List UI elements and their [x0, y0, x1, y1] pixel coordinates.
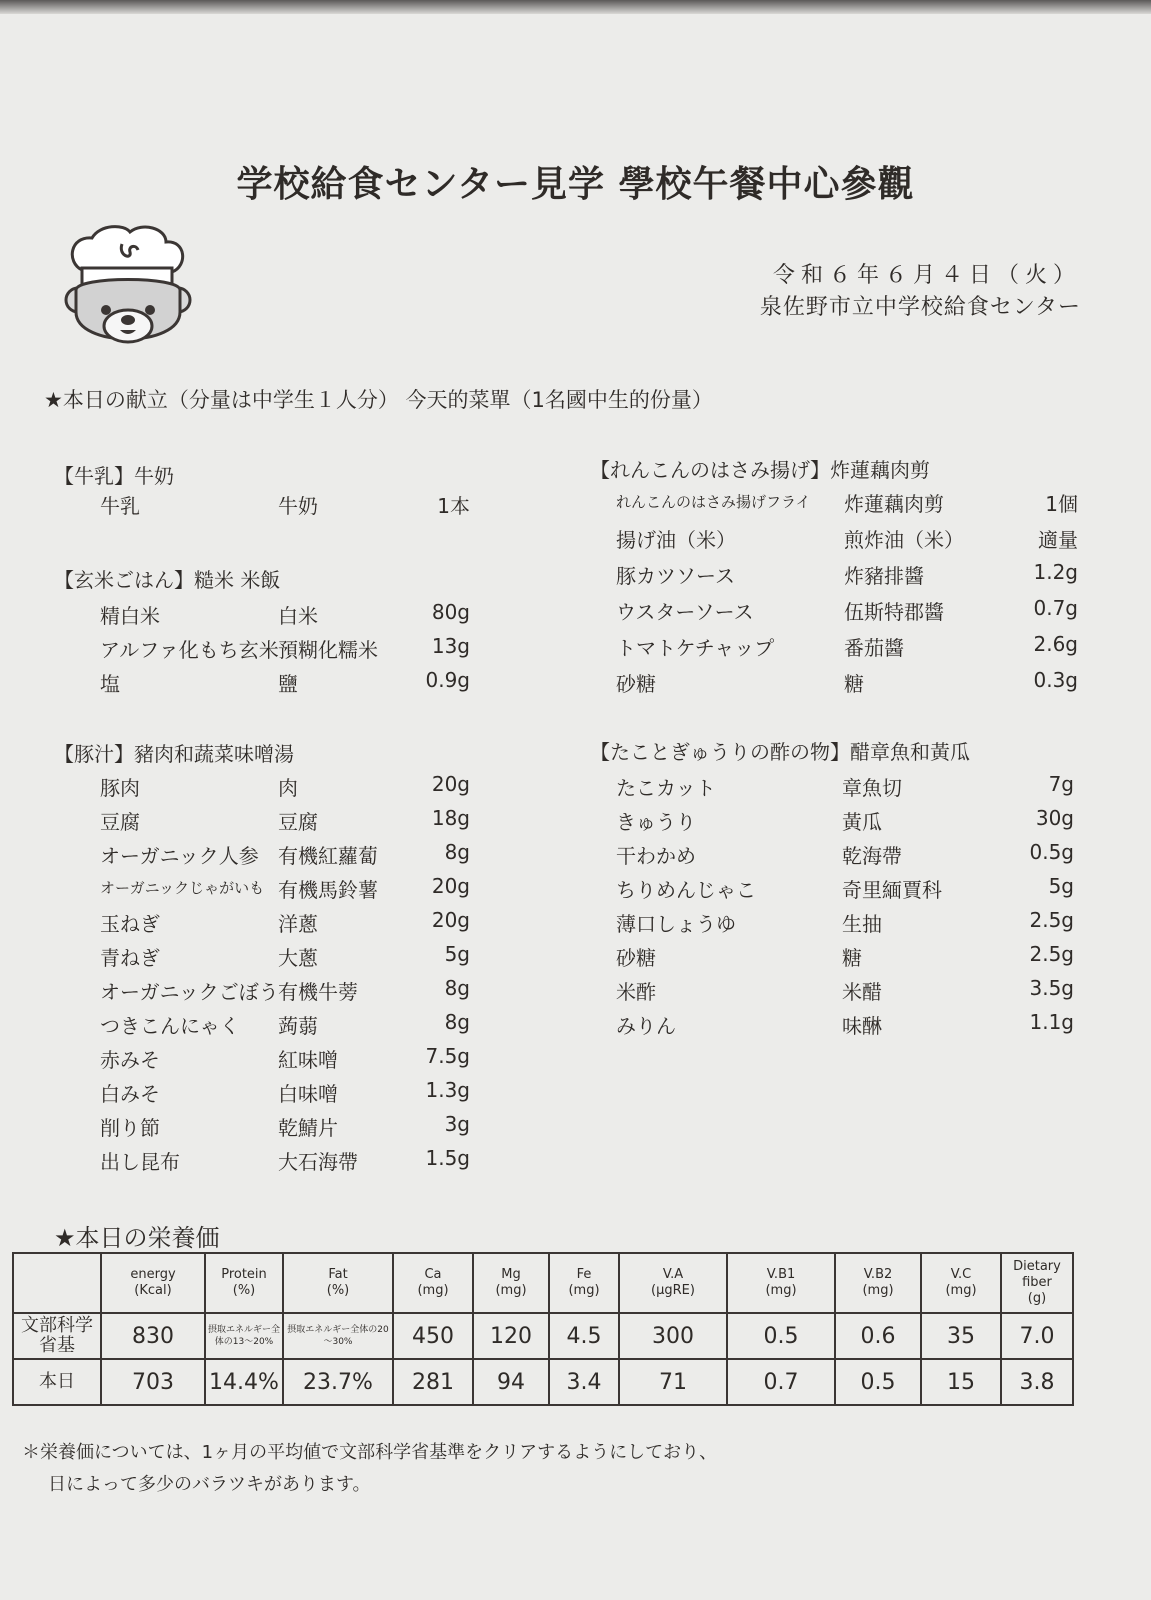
- ingredient-zh: 鹽: [278, 672, 298, 696]
- header-cell: V.C (mg): [921, 1253, 1001, 1313]
- ingredient-row: [100, 1044, 470, 1078]
- value-cell: 281: [393, 1359, 473, 1405]
- ingredient-row: [100, 942, 470, 976]
- dish-title: 【たことぎゅうりの酢の物】醋章魚和黃瓜: [590, 740, 970, 764]
- ingredient-qty: 80g: [431, 600, 470, 624]
- ingredient-ja: 青ねぎ: [100, 946, 160, 970]
- ingredient-qty: 適量: [1038, 528, 1078, 552]
- ingredient-qty: 20g: [431, 874, 470, 898]
- ingredient-qty: 13g: [431, 634, 470, 658]
- ingredient-qty: 7.5g: [425, 1044, 470, 1068]
- nutrition-table: [12, 1252, 1074, 1406]
- ingredient-row: [100, 908, 470, 942]
- header-cell: V.B2 (mg): [835, 1253, 921, 1313]
- ingredient-ja: 豆腐: [100, 810, 140, 834]
- ingredient-qty: 2.5g: [1029, 942, 1074, 966]
- ingredient-zh: 預糊化糯米: [278, 638, 378, 662]
- ingredient-row: [616, 772, 1074, 806]
- ingredient-row: [100, 1010, 470, 1044]
- value-cell: 23.7%: [283, 1359, 393, 1405]
- ingredient-qty: 1.5g: [425, 1146, 470, 1170]
- page-title: 学校給食センター見学 學校午餐中心參觀: [236, 164, 915, 205]
- ingredient-qty: 5g: [1048, 874, 1074, 898]
- dish-title: 【れんこんのはさみ揚げ】炸蓮藕肉剪: [590, 458, 930, 482]
- value-cell: 35: [921, 1313, 1001, 1359]
- ingredient-zh: 有機牛蒡: [278, 980, 358, 1004]
- ingredient-ja: つきこんにゃく: [100, 1014, 240, 1038]
- ingredient-qty: 5g: [444, 942, 470, 966]
- ingredient-zh: 乾鯖片: [278, 1116, 338, 1140]
- value-cell: 0.6: [835, 1313, 921, 1359]
- ingredient-zh: 有機紅蘿蔔: [278, 844, 378, 868]
- ingredient-ja: アルファ化もち玄米: [100, 638, 279, 662]
- ingredient-zh: 大石海帶: [278, 1150, 358, 1174]
- nutrition-standard-row: [13, 1313, 1073, 1359]
- row-label: 文部科学省基: [13, 1313, 101, 1359]
- ingredient-zh: 米醋: [842, 980, 882, 1004]
- ingredient-zh: 蒟蒻: [278, 1014, 318, 1038]
- ingredient-zh: 番茄醬: [844, 636, 904, 660]
- ingredient-qty: 1個: [1045, 492, 1078, 516]
- ingredient-row: [616, 1010, 1074, 1044]
- ingredient-zh: 伍斯特郡醬: [844, 600, 944, 624]
- ingredient-qty: 20g: [431, 772, 470, 796]
- ingredient-qty: 0.7g: [1033, 596, 1078, 620]
- nutrition-today-row: [13, 1359, 1073, 1405]
- nutrition-heading: ★本日の栄養価: [54, 1224, 220, 1252]
- ingredient-zh: 章魚切: [842, 776, 902, 800]
- ingredient-ja: 塩: [100, 672, 120, 696]
- date-line: 令和６年６月４日（火）: [772, 263, 1081, 288]
- value-cell: 7.0: [1001, 1313, 1073, 1359]
- ingredient-ja: ちりめんじゃこ: [616, 878, 756, 902]
- header-blank: [13, 1253, 101, 1313]
- organization-name: 泉佐野市立中学校給食センター: [759, 295, 1081, 320]
- ingredient-row: [100, 1078, 470, 1112]
- header-cell: Mg (mg): [473, 1253, 549, 1313]
- ingredient-zh: 乾海帶: [842, 844, 902, 868]
- ingredient-qty: 8g: [444, 1010, 470, 1034]
- ingredient-row: [100, 1112, 470, 1146]
- ingredient-qty: 1.2g: [1033, 560, 1078, 584]
- ingredient-qty: 18g: [431, 806, 470, 830]
- ingredient-qty: 8g: [444, 976, 470, 1000]
- ingredient-zh: 洋蔥: [278, 912, 318, 936]
- ingredient-row: [100, 976, 470, 1010]
- ingredient-zh: 炸蓮藕肉剪: [844, 492, 944, 516]
- ingredient-zh: 紅味噌: [278, 1048, 338, 1072]
- ingredient-row: [100, 874, 470, 908]
- ingredient-zh: 白味噌: [278, 1082, 338, 1106]
- ingredient-zh: 大蔥: [278, 946, 318, 970]
- ingredient-zh: 煎炸油（米）: [844, 528, 964, 552]
- ingredient-ja: ウスターソース: [616, 600, 754, 624]
- ingredient-zh: 黃瓜: [842, 810, 882, 834]
- ingredient-ja: 出し昆布: [100, 1150, 180, 1174]
- ingredient-qty: 7g: [1048, 772, 1074, 796]
- ingredient-ja: オーガニックじゃがいも: [100, 879, 265, 897]
- ingredient-ja: 揚げ油（米）: [616, 528, 736, 552]
- ingredient-ja: 干わかめ: [616, 844, 696, 868]
- header-cell: Dietary fiber (g): [1001, 1253, 1073, 1313]
- ingredient-row: [616, 632, 1078, 666]
- dish-title: 【牛乳】牛奶: [54, 464, 174, 488]
- header-cell: Protein (%): [205, 1253, 283, 1313]
- bear-chef-mascot-icon: [62, 222, 194, 354]
- value-cell: 摂取エネルギー全体の13～20%: [205, 1313, 283, 1359]
- value-cell: 830: [101, 1313, 205, 1359]
- ingredient-row: [100, 668, 470, 702]
- value-cell: 0.5: [835, 1359, 921, 1405]
- value-cell: 120: [473, 1313, 549, 1359]
- ingredient-qty: 30g: [1035, 806, 1074, 830]
- ingredient-zh: 糖: [844, 672, 864, 696]
- ingredient-row: [616, 524, 1078, 558]
- ingredient-row: [616, 976, 1074, 1010]
- ingredient-row: [616, 942, 1074, 976]
- footnote-line: ＊栄養価については、1ヶ月の平均値で文部科学省基準をクリアするようにしており、: [22, 1442, 718, 1463]
- ingredient-qty: 3.5g: [1029, 976, 1074, 1000]
- ingredient-row: [616, 596, 1078, 630]
- ingredient-row: [100, 490, 470, 524]
- ingredient-qty: 20g: [431, 908, 470, 932]
- ingredient-zh: 糖: [842, 946, 862, 970]
- header-cell: energy (Kcal): [101, 1253, 205, 1313]
- value-cell: 94: [473, 1359, 549, 1405]
- ingredient-ja: たこカット: [616, 776, 716, 800]
- header-cell: V.B1 (mg): [727, 1253, 835, 1313]
- photo-shadow: [0, 0, 1151, 14]
- ingredient-ja: 白みそ: [100, 1082, 160, 1106]
- ingredient-qty: 1本: [437, 494, 470, 518]
- nutrition-header-row: [13, 1253, 1073, 1313]
- value-cell: 300: [619, 1313, 727, 1359]
- header-cell: V.A (μgRE): [619, 1253, 727, 1313]
- value-cell: 703: [101, 1359, 205, 1405]
- ingredient-row: [616, 560, 1078, 594]
- ingredient-ja: オーガニックごぼう: [100, 980, 279, 1004]
- value-cell: 4.5: [549, 1313, 619, 1359]
- ingredient-ja: みりん: [616, 1014, 676, 1038]
- ingredient-qty: 2.6g: [1033, 632, 1078, 656]
- ingredient-row: [616, 488, 1078, 522]
- ingredient-qty: 0.9g: [425, 668, 470, 692]
- row-label: 本日: [13, 1359, 101, 1405]
- ingredient-qty: 0.5g: [1029, 840, 1074, 864]
- value-cell: 71: [619, 1359, 727, 1405]
- ingredient-qty: 1.1g: [1029, 1010, 1074, 1034]
- ingredient-row: [616, 806, 1074, 840]
- ingredient-row: [100, 1146, 470, 1180]
- ingredient-ja: れんこんのはさみ揚げフライ: [616, 493, 811, 511]
- ingredient-ja: 砂糖: [616, 946, 656, 970]
- dish-title: 【玄米ごはん】糙米 米飯: [54, 568, 281, 592]
- ingredient-zh: 白米: [278, 604, 318, 628]
- ingredient-zh: 炸豬排醬: [844, 564, 924, 588]
- ingredient-ja: 精白米: [100, 604, 160, 628]
- ingredient-ja: 削り節: [100, 1116, 160, 1140]
- ingredient-row: [616, 874, 1074, 908]
- ingredient-row: [100, 634, 470, 668]
- ingredient-ja: 牛乳: [100, 494, 140, 518]
- menu-heading: ★本日の献立（分量は中学生１人分） 今天的菜單（1名國中生的份量）: [44, 388, 713, 412]
- ingredient-row: [616, 908, 1074, 942]
- value-cell: 3.8: [1001, 1359, 1073, 1405]
- value-cell: 0.7: [727, 1359, 835, 1405]
- ingredient-ja: 豚カツソース: [616, 564, 735, 588]
- ingredient-qty: 0.3g: [1033, 668, 1078, 692]
- header-cell: Ca (mg): [393, 1253, 473, 1313]
- ingredient-row: [100, 772, 470, 806]
- ingredient-ja: 赤みそ: [100, 1048, 160, 1072]
- ingredient-ja: きゅうり: [616, 810, 696, 834]
- ingredient-ja: 薄口しょうゆ: [616, 912, 736, 936]
- ingredient-ja: 豚肉: [100, 776, 140, 800]
- value-cell: 0.5: [727, 1313, 835, 1359]
- value-cell: 3.4: [549, 1359, 619, 1405]
- ingredient-zh: 奇里緬賈科: [842, 878, 942, 902]
- ingredient-row: [616, 668, 1078, 702]
- value-cell: 15: [921, 1359, 1001, 1405]
- footnote-line: 日によって多少のバラツキがあります。: [48, 1474, 371, 1495]
- ingredient-row: [100, 806, 470, 840]
- ingredient-ja: トマトケチャップ: [616, 636, 775, 660]
- ingredient-zh: 生抽: [842, 912, 882, 936]
- header-cell: Fe (mg): [549, 1253, 619, 1313]
- ingredient-row: [100, 600, 470, 634]
- ingredient-qty: 2.5g: [1029, 908, 1074, 932]
- ingredient-row: [100, 840, 470, 874]
- ingredient-ja: 玉ねぎ: [100, 912, 160, 936]
- ingredient-qty: 1.3g: [425, 1078, 470, 1102]
- ingredient-ja: オーガニック人参: [100, 844, 259, 868]
- ingredient-zh: 有機馬鈴薯: [278, 878, 378, 902]
- ingredient-ja: 砂糖: [616, 672, 656, 696]
- ingredient-zh: 味醂: [842, 1014, 882, 1038]
- value-cell: 14.4%: [205, 1359, 283, 1405]
- ingredient-qty: 3g: [444, 1112, 470, 1136]
- ingredient-zh: 豆腐: [278, 810, 318, 834]
- header-cell: Fat (%): [283, 1253, 393, 1313]
- ingredient-qty: 8g: [444, 840, 470, 864]
- dish-title: 【豚汁】豬肉和蔬菜味噌湯: [54, 742, 294, 766]
- ingredient-ja: 米酢: [616, 980, 656, 1004]
- ingredient-zh: 肉: [278, 776, 298, 800]
- ingredient-zh: 牛奶: [278, 494, 318, 518]
- ingredient-row: [616, 840, 1074, 874]
- value-cell: 450: [393, 1313, 473, 1359]
- value-cell: 摂取エネルギー全体の20～30%: [283, 1313, 393, 1359]
